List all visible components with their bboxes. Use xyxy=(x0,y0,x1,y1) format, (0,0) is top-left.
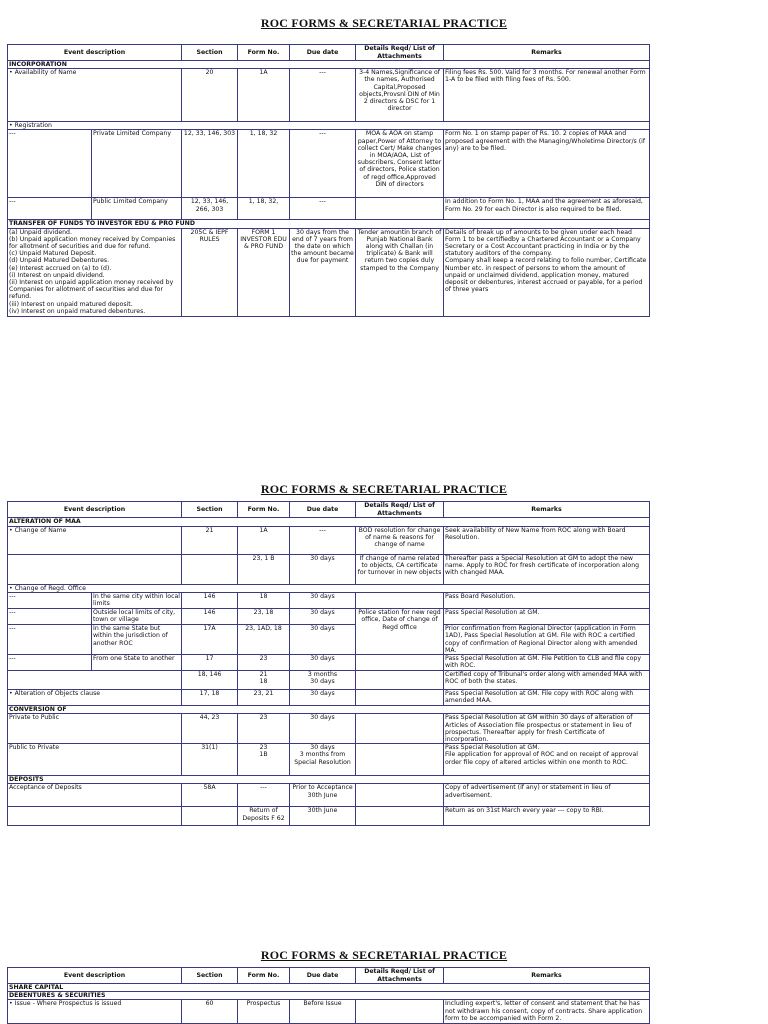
remarks-cell: Pass Special Resolution at GM. File application for approval of ROC and on receipt of approval order file copy of altered articles within one month to ROC. xyxy=(444,744,650,776)
due-cell: Prior to Acceptance 30th June xyxy=(290,784,356,807)
header-details: Details Reqd/ List of Attachments xyxy=(356,968,444,984)
form-cell: --- xyxy=(238,784,290,807)
form-cell: 21 18 xyxy=(238,671,290,690)
header-form: Form No. xyxy=(238,502,290,518)
header-due: Due date xyxy=(290,968,356,984)
section-cell: 31(1) xyxy=(182,744,238,776)
section-cell: 146 xyxy=(182,593,238,609)
details-cell: If change of name related to objects, CA certificate for turnover in new objects xyxy=(356,555,444,585)
section-cell: 12, 33, 146, 266, 303 xyxy=(182,198,238,220)
remarks-cell: Including expert's, letter of consent and statement that he has not withdrawn his consent, copy of contracts. Share application form to be accompanied with Form 2. xyxy=(444,1000,650,1024)
header-due: Due date xyxy=(290,502,356,518)
roc-table xyxy=(7,501,650,826)
event-cell: Private to Public xyxy=(8,714,182,744)
details-cell: Police station for new regd office, Date of change of Regd office xyxy=(356,609,444,655)
dash-cell: --- xyxy=(8,593,92,609)
form-cell: 23 1B xyxy=(238,744,290,776)
dash-cell: --- xyxy=(8,198,92,220)
section-heading: DEBENTURES & SECURITIES xyxy=(8,992,650,1000)
sub-event-cell: In the same city within local limits xyxy=(93,593,180,608)
due-cell: 30 days xyxy=(290,625,356,655)
section-heading: DEPOSITS xyxy=(8,776,650,784)
details-cell xyxy=(356,1000,444,1024)
details-cell xyxy=(356,784,444,807)
form-cell: Prospectus xyxy=(238,1000,290,1024)
page-title: ROC FORMS & SECRETARIAL PRACTICE xyxy=(260,16,508,30)
header-event: Event description xyxy=(8,968,182,984)
form-cell: 23 xyxy=(238,655,290,671)
form-cell: 18 xyxy=(238,593,290,609)
due-cell: Before Issue xyxy=(290,1000,356,1024)
header-section: Section xyxy=(182,45,238,61)
header-form: Form No. xyxy=(238,45,290,61)
details-cell xyxy=(356,593,444,609)
details-cell xyxy=(356,655,444,671)
section-cell: 17A xyxy=(182,625,238,655)
section-cell: 20 xyxy=(182,69,238,122)
due-cell: 30 days xyxy=(290,609,356,625)
details-cell xyxy=(356,744,444,776)
sub-event-cell: In the same State but within the jurisdiction of another ROC xyxy=(92,625,182,655)
form-cell: 1A xyxy=(238,69,290,122)
header-form: Form No. xyxy=(238,968,290,984)
form-cell: 23 xyxy=(238,714,290,744)
remarks-cell: Seek availability of New Name from ROC along with Board Resolution. xyxy=(444,527,650,555)
section-cell: 18, 146 xyxy=(182,671,238,690)
section-cell: 44, 23 xyxy=(182,714,238,744)
event-cell: • Issue - Where Prospectus is issued xyxy=(8,1000,182,1024)
due-cell: 30 days xyxy=(290,655,356,671)
roc-table xyxy=(7,967,650,1024)
header-event: Event description xyxy=(8,45,182,61)
event-cell: Acceptance of Deposits xyxy=(8,784,182,807)
due-cell: 30 days xyxy=(290,555,356,585)
event-cell: Public to Private xyxy=(8,744,182,776)
page-title: ROC FORMS & SECRETARIAL PRACTICE xyxy=(260,948,508,962)
due-cell: 30 days 3 months from Special Resolution xyxy=(290,744,356,776)
form-cell: 23, 1AD, 18 xyxy=(238,625,290,655)
sub-event-cell: From one State to another xyxy=(92,655,182,671)
details-cell xyxy=(356,714,444,744)
remarks-cell: Prior confirmation from Regional Director (application in Form 1AD), Pass Special Resolution at GM. File with ROC a certified copy of confirmation of Regional Director along with amended MA. xyxy=(444,625,650,655)
roc-table xyxy=(7,44,650,317)
due-cell: 30 days xyxy=(290,690,356,706)
form-cell: 23, 21 xyxy=(238,690,290,706)
header-event: Event description xyxy=(8,502,182,518)
due-cell: 30th June xyxy=(290,807,356,826)
header-details: Details Reqd/ List of Attachments xyxy=(356,502,444,518)
event-cell xyxy=(8,671,182,690)
form-cell: 23, 1 B xyxy=(238,555,290,585)
details-cell xyxy=(356,807,444,826)
form-cell: 23, 18 xyxy=(238,609,290,625)
header-remarks: Remarks xyxy=(444,502,650,518)
dash-cell: --- xyxy=(8,130,92,198)
details-cell: BOD resolution for change of name & reasons for change of name xyxy=(356,527,444,555)
subsection-label: • Change of Regd. Office xyxy=(8,585,650,593)
remarks-cell: Pass Board Resolution. xyxy=(444,593,650,609)
section-cell: 17, 18 xyxy=(182,690,238,706)
header-remarks: Remarks xyxy=(444,45,650,61)
sub-event-cell: Public Limited Company xyxy=(92,198,182,220)
remarks-cell: Form No. 1 on stamp paper of Rs. 10. 2 copies of MAA and proposed agreement with the Managing/Wholetime Director/s (if any) are to be filed. xyxy=(444,130,650,198)
remarks-cell: In addition to Form No. 1, MAA and the agreement as aforesaid, Form No. 29 for each Director is also required to be filed. xyxy=(444,198,650,220)
remarks-cell: Filing fees Rs. 500. Valid for 3 months. For renewal another Form 1-A to be filed with filing fees of Rs. 500. xyxy=(444,69,650,122)
form-cell: 1, 18, 32, xyxy=(238,198,290,220)
details-cell: MOA & AOA on stamp paper,Power of Attorney to collect Cert/ Make changes in MOA/AOA, List of subscribers, Consent letter of directors, Police station of regd office,Approved DIN of directors xyxy=(356,130,444,198)
sub-event-cell: Outside local limits of city, town or village xyxy=(92,609,182,625)
section-cell xyxy=(182,807,238,826)
remarks-cell: Pass Special Resolution at GM within 30 days of alteration of Articles of Association file prospectus or statement in lieu of prospectus. Thereafter apply for fresh Certificate of incorporation. xyxy=(444,714,650,744)
dash-cell: --- xyxy=(8,625,92,655)
details-cell xyxy=(356,198,444,220)
due-cell: --- xyxy=(290,69,356,122)
section-cell: 58A xyxy=(182,784,238,807)
header-details: Details Reqd/ List of Attachments xyxy=(356,45,444,61)
event-cell: • Alteration of Objects clause xyxy=(8,690,182,706)
dash-cell: --- xyxy=(8,609,92,625)
due-cell: 3 months 30 days xyxy=(290,671,356,690)
header-section: Section xyxy=(182,968,238,984)
due-cell: --- xyxy=(290,198,356,220)
section-cell: 17 xyxy=(182,655,238,671)
page-title: ROC FORMS & SECRETARIAL PRACTICE xyxy=(260,482,508,496)
section-heading: SHARE CAPITAL xyxy=(8,984,650,992)
remarks-cell: Copy of advertisement (if any) or statement in lieu of advertisement. xyxy=(444,784,650,807)
section-cell: 205C & IEPF RULES xyxy=(182,228,238,316)
header-due: Due date xyxy=(290,45,356,61)
due-cell: 30 days from the end of 7 years from the date on which the amount became due for payment xyxy=(290,228,356,316)
section-cell: 12, 33, 146, 303 xyxy=(182,130,238,198)
subsection-label: • Registration xyxy=(8,122,650,130)
details-cell: Tender amountin branch of Punjab National Bank along with Challan (in triplicate) & Bank will return two copies duly stamped to the Company xyxy=(356,228,444,316)
form-cell: 1A xyxy=(238,527,290,555)
details-cell xyxy=(356,671,444,690)
remarks-cell: Details of break up of amounts to be given under each head Form 1 to be certifiedby a Chartered Accountant or a Company Secretary or a Cost Accountant practicing in India or by the statutory auditors of the company. Company shall keep a record relating to folio number, Certificate Number etc. in respect of persons to whom the amount of unpaid or unclaimed dividend, application money, matured deposit or debentures, interest accrued or payable, for a period of three years xyxy=(444,228,650,316)
event-cell: (a) Unpaid dividend. (b) Unpaid application money received by Companies for allotment of securities and due for refund. (c) Unpaid Matured Deposit. (d) Unpaid Matured Debentures. (e) Interest accrued on (a) to (d). (i) Interest on unpaid dividend. (ii) Interest on unpaid application money received by Companies for allotment of securities and due for refund. (iii) Interest on unpaid matured deposit. (iv) Interest on unpaid matured debentures. xyxy=(8,228,182,316)
event-cell xyxy=(8,555,182,585)
remarks-cell: Return as on 31st March every year --- copy to RBI. xyxy=(444,807,650,826)
details-cell xyxy=(356,690,444,706)
form-cell: Return of Deposits F 62 xyxy=(238,807,290,826)
due-cell: 30 days xyxy=(290,593,356,609)
event-cell: • Availability of Name xyxy=(8,69,182,122)
sub-event-cell: Private Limited Company xyxy=(92,130,182,198)
due-cell: --- xyxy=(290,527,356,555)
remarks-cell: Pass Special Resolution at GM. File copy with ROC along with amended MAA. xyxy=(444,690,650,706)
details-cell: 3-4 Names,Significance of the names, Authorised Capital,Proposed objects,Provsnl DIN of Min 2 directors & DSC for 1 director xyxy=(356,69,444,122)
remarks-cell: Thereafter pass a Special Resolution at GM to adopt the new name. Apply to ROC for fresh certificate of incorporation along with changed MAA. xyxy=(444,555,650,585)
event-cell xyxy=(8,807,182,826)
section-heading: TRANSFER OF FUNDS TO INVESTOR EDU & PRO FUND xyxy=(8,220,650,228)
event-cell: • Change of Name xyxy=(8,527,182,555)
header-section: Section xyxy=(182,502,238,518)
form-cell: 1, 18, 32 xyxy=(238,130,290,198)
section-cell: 21 xyxy=(182,527,238,555)
header-remarks: Remarks xyxy=(444,968,650,984)
section-cell: 60 xyxy=(182,1000,238,1024)
dash-cell: --- xyxy=(8,655,92,671)
section-heading: INCORPORATION xyxy=(8,61,650,69)
remarks-cell: Pass Special Resolution at GM. xyxy=(444,609,650,625)
section-heading: ALTERATION OF MAA xyxy=(8,518,650,527)
form-cell: FORM 1 INVESTOR EDU & PRO FUND xyxy=(238,228,290,316)
section-cell: 146 xyxy=(182,609,238,625)
section-heading: CONVERSION OF xyxy=(8,706,650,714)
due-cell: 30 days xyxy=(290,714,356,744)
remarks-cell: Certified copy of Tribunal's order along with amended MAA with ROC of both the states. xyxy=(444,671,650,690)
section-cell xyxy=(182,555,238,585)
due-cell: --- xyxy=(290,130,356,198)
remarks-cell: Pass Special Resolution at GM. File Petition to CLB and file copy with ROC. xyxy=(444,655,650,671)
